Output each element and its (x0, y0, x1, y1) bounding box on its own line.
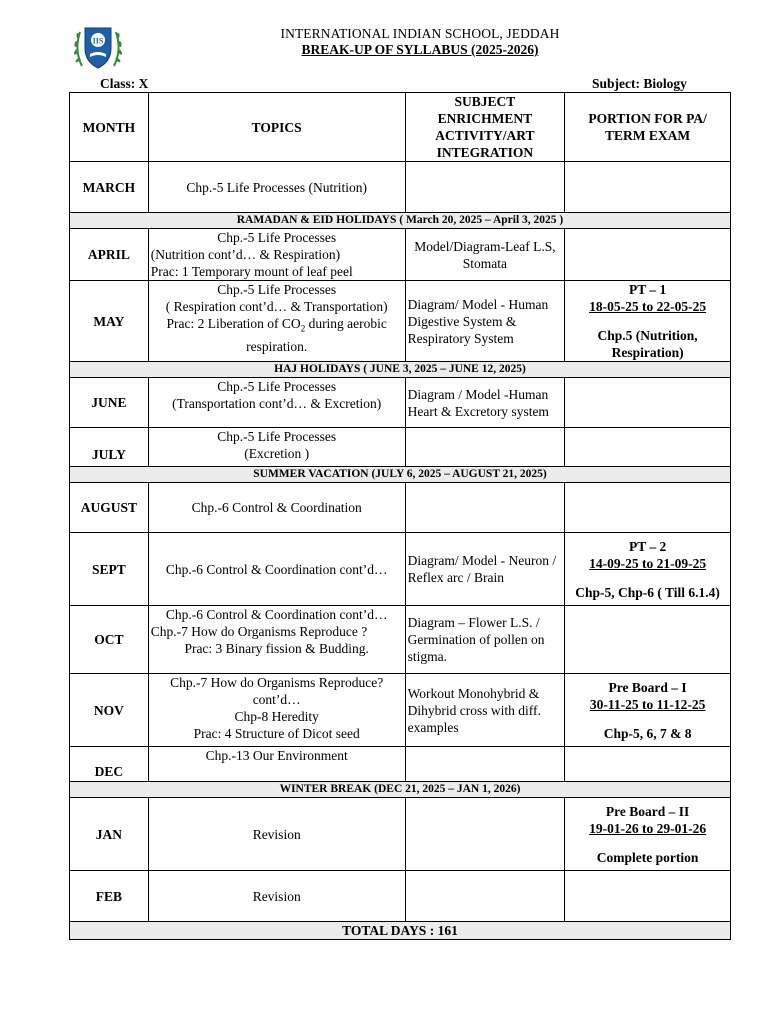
table-row (70, 162, 731, 213)
portion-cell (565, 483, 731, 533)
exam-portion: Chp-5, 6, 7 & 8 (603, 725, 692, 741)
activity-cell: Diagram/ Model - Neuron / Reflex arc / Brain (405, 533, 565, 606)
portion-cell (565, 747, 731, 782)
topic-line: Chp.-5 Life Processes (217, 379, 337, 394)
portion-cell (565, 606, 731, 674)
table-row (70, 428, 731, 467)
portion-cell (565, 162, 731, 213)
table-row (70, 483, 731, 533)
topic-text: Prac: 2 Liberation of CO (166, 316, 301, 331)
month-cell: OCT (70, 606, 149, 674)
portion-cell (565, 871, 731, 922)
topic-cell: Chp.-5 Life Processes (Nutrition) (148, 162, 405, 213)
exam-name: PT – 1 (628, 282, 667, 297)
topic-cell (148, 674, 405, 747)
column-header-month: MONTH (70, 93, 149, 162)
holiday-ramadan: RAMADAN & EID HOLIDAYS ( March 20, 2025 – April 3, 2025 ) (70, 213, 731, 229)
topic-cell: Chp.-13 Our Environment (148, 747, 405, 782)
topic-line: ( Respiration cont’d… & Transportation) (165, 299, 388, 314)
exam-dates: 19-01-26 to 29-01-26 (589, 820, 707, 836)
topic-line: Prac: 1 Temporary mount of leaf peel (150, 264, 353, 279)
column-header-topics: TOPICS (148, 93, 405, 162)
activity-cell (405, 747, 565, 782)
topic-cell (148, 606, 405, 674)
topic-line: Chp-8 Heredity (234, 709, 319, 724)
topic-cell (148, 281, 405, 362)
activity-cell: Workout Monohybrid & Dihybrid cross with diff. examples (405, 674, 565, 747)
holiday-winter: WINTER BREAK (DEC 21, 2025 – JAN 1, 2026) (70, 782, 731, 798)
month-cell: DEC (70, 747, 149, 782)
portion-cell (565, 428, 731, 467)
table-row (70, 606, 731, 674)
topic-cell (148, 428, 405, 467)
portion-cell (565, 281, 731, 362)
activity-line: Stomata (462, 255, 508, 271)
topic-line: Chp.-7 How do Organisms Reproduce? (170, 675, 384, 690)
topic-text: during aerobic (305, 316, 387, 331)
topic-line: Chp.-6 Control & Coordination cont’d… (165, 607, 388, 622)
activity-cell (405, 162, 565, 213)
month-cell: FEB (70, 871, 149, 922)
column-header-activity: SUBJECT ENRICHMENT ACTIVITY/ART INTEGRATION (405, 93, 565, 162)
class-label: Class: X (100, 76, 149, 91)
exam-dates: 30-11-25 to 11-12-25 (589, 696, 706, 712)
total-days: TOTAL DAYS : 161 (70, 922, 731, 940)
activity-cell (405, 428, 565, 467)
topic-line: (Excretion ) (244, 446, 310, 461)
exam-portion: Chp-5, Chp-6 ( Till 6.1.4) (575, 584, 720, 600)
topic-cell: Chp.-6 Control & Coordination (148, 483, 405, 533)
topic-cell (148, 229, 405, 281)
portion-cell (565, 533, 731, 606)
table-row (70, 747, 731, 782)
subscript: 2 (300, 323, 306, 334)
holiday-haj: HAJ HOLIDAYS ( JUNE 3, 2025 – JUNE 12, 2025) (70, 362, 731, 378)
activity-cell: Diagram – Flower L.S. / Germination of pollen on stigma. (405, 606, 565, 674)
portion-cell (565, 674, 731, 747)
table-row (70, 281, 731, 362)
exam-name: Pre Board – I (608, 679, 687, 695)
activity-line: Model/Diagram-Leaf L.S, (414, 238, 556, 254)
holiday-row (70, 213, 731, 229)
topic-cell: Revision (148, 871, 405, 922)
school-name: INTERNATIONAL INDIAN SCHOOL, JEDDAH (280, 26, 560, 41)
topic-line: (Transportation cont’d… & Excretion) (172, 396, 382, 411)
portion-cell (565, 229, 731, 281)
exam-name: PT – 2 (628, 538, 667, 554)
topic-line: Prac: 4 Structure of Dicot seed (193, 726, 360, 741)
subject-label: Subject: Biology (592, 76, 687, 91)
exam-dates: 18-05-25 to 22-05-25 (589, 299, 707, 314)
topic-line (151, 315, 403, 338)
portion-cell (565, 378, 731, 428)
month-cell: JAN (70, 798, 149, 871)
header-row (70, 93, 731, 162)
table-row (70, 378, 731, 428)
topic-line: Chp.-5 Life Processes (217, 230, 337, 245)
month-cell: MAY (70, 281, 149, 362)
month-cell: AUGUST (70, 483, 149, 533)
column-header-portion: PORTION FOR PA/ TERM EXAM (565, 93, 731, 162)
table-row (70, 229, 731, 281)
table-row (70, 674, 731, 747)
month-cell: NOV (70, 674, 149, 747)
topic-line: Chp.-5 Life Processes (217, 282, 337, 297)
portion-cell (565, 798, 731, 871)
total-row (70, 922, 731, 940)
month-cell: SEPT (70, 533, 149, 606)
month-cell: APRIL (70, 229, 149, 281)
activity-cell (405, 483, 565, 533)
holiday-summer: SUMMER VACATION (JULY 6, 2025 – AUGUST 21, 2025) (70, 467, 731, 483)
holiday-row (70, 782, 731, 798)
month-cell: JULY (70, 428, 149, 467)
activity-cell: Diagram / Model -Human Heart & Excretory system (405, 378, 565, 428)
activity-cell (405, 871, 565, 922)
topic-cell (148, 378, 405, 428)
topic-line: cont’d… (252, 692, 301, 707)
topic-line: Chp.-5 Life Processes (217, 429, 337, 444)
topic-line: Prac: 3 Binary fission & Budding. (184, 641, 369, 656)
holiday-row (70, 467, 731, 483)
exam-portion: Chp.5 (Nutrition, Respiration) (597, 328, 698, 360)
activity-cell (405, 229, 565, 281)
topic-line: Chp.-7 How do Organisms Reproduce ? (150, 624, 368, 639)
topic-line: respiration. (246, 338, 308, 354)
topic-cell: Chp.-6 Control & Coordination cont’d… (148, 533, 405, 606)
svg-text:IIS: IIS (92, 36, 104, 46)
month-cell: MARCH (70, 162, 149, 213)
exam-dates: 14-09-25 to 21-09-25 (589, 555, 707, 571)
syllabus-table (69, 92, 731, 940)
table-row (70, 871, 731, 922)
topic-line: (Nutrition cont’d… & Respiration) (150, 247, 341, 262)
month-cell: JUNE (70, 378, 149, 428)
holiday-row (70, 362, 731, 378)
activity-cell (405, 798, 565, 871)
exam-name: Pre Board – II (605, 803, 690, 819)
exam-portion: Complete portion (596, 849, 699, 865)
activity-cell: Diagram/ Model - Human Digestive System & Respiratory System (405, 281, 565, 362)
topic-cell: Revision (148, 798, 405, 871)
document-title: BREAK-UP OF SYLLABUS (2025-2026) (301, 42, 539, 57)
table-row (70, 798, 731, 871)
table-row (70, 533, 731, 606)
